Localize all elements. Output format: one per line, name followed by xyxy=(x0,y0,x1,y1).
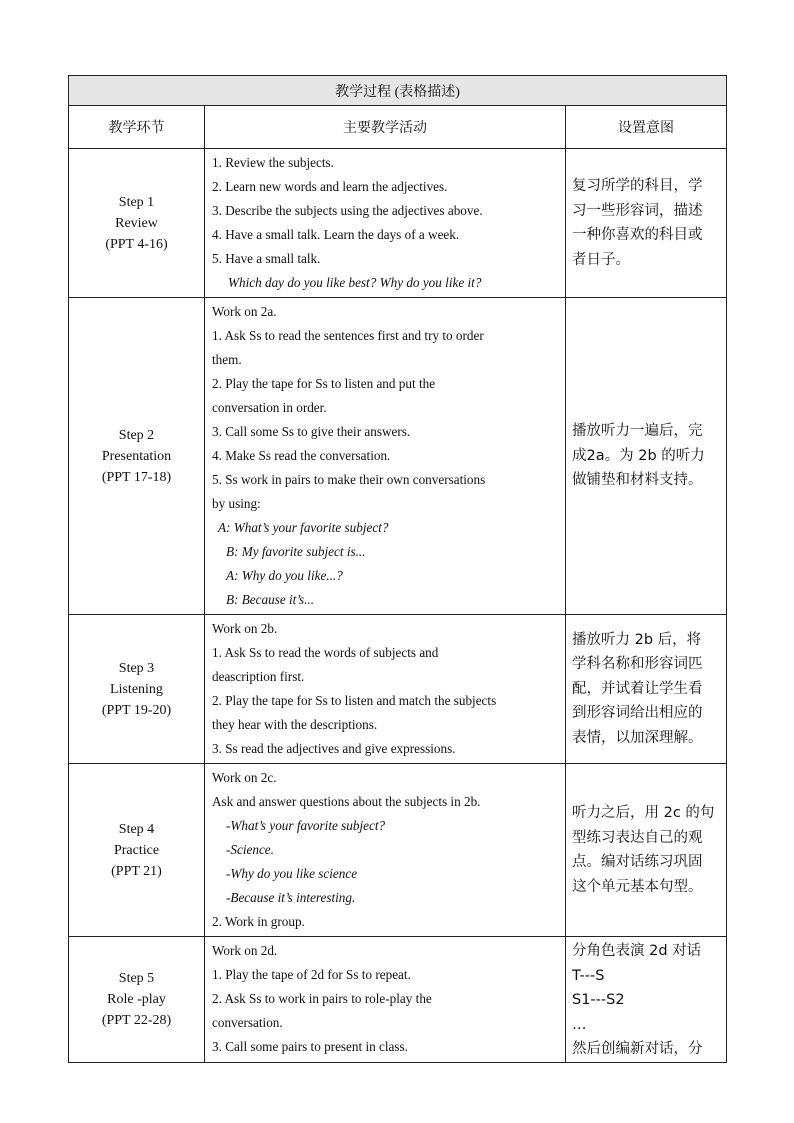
purpose-cell xyxy=(566,615,727,764)
purpose-line: 到形容词给出相应的 xyxy=(572,705,703,722)
activity-line: deascription first. xyxy=(212,669,305,684)
activity-line: 2. Ask Ss to work in pairs to role-play the xyxy=(212,991,432,1006)
activity-line: B: My favorite subject is... xyxy=(226,544,366,559)
activity-line: 2. Learn new words and learn the adjectives. xyxy=(212,179,448,194)
table-row xyxy=(69,149,727,298)
activity-line: -Science. xyxy=(226,842,274,857)
activity-line: 3. Describe the subjects using the adjectives above. xyxy=(212,203,483,218)
activity-line: them. xyxy=(212,352,242,367)
step-line: Listening xyxy=(110,681,163,697)
activity-line: Ask and answer questions about the subjects in 2b. xyxy=(212,794,481,809)
table-header-row xyxy=(69,106,727,149)
activity-line: -Because it’s interesting. xyxy=(226,890,356,905)
activity-line: B: Because it’s... xyxy=(226,592,315,607)
purpose-line: 成2a。为 2b 的听力 xyxy=(572,447,705,464)
activity-line: conversation in order. xyxy=(212,400,327,415)
step-line: (PPT 22-28) xyxy=(101,1012,172,1028)
step-cell xyxy=(69,937,205,1063)
activity-line: 5. Have a small talk. xyxy=(212,251,321,266)
step-cell xyxy=(69,149,205,298)
activity-line: Which day do you like best? Why do you like it? xyxy=(228,275,482,290)
teaching-process-table xyxy=(68,75,727,1063)
step-line: Practice xyxy=(113,842,160,858)
table-row xyxy=(69,937,727,1063)
step-line: Presentation xyxy=(101,448,172,464)
activity-cell xyxy=(205,615,566,764)
purpose-cell xyxy=(566,149,727,298)
activity-line: 1. Play the tape of 2d for Ss to repeat. xyxy=(212,967,411,982)
activity-line: 2. Play the tape for Ss to listen and match the subjects xyxy=(212,693,497,708)
purpose-cell xyxy=(566,764,727,937)
activity-line: 4. Make Ss read the conversation. xyxy=(212,448,391,463)
purpose-line: … xyxy=(572,1016,587,1033)
activity-line: A: Why do you like...? xyxy=(226,568,343,583)
activity-line: 3. Ss read the adjectives and give expressions. xyxy=(212,741,456,756)
step-line: Step 1 xyxy=(118,194,155,210)
purpose-line: 表情，以加深理解。 xyxy=(572,729,703,746)
purpose-line: 听力之后，用 2c 的句 xyxy=(572,805,715,821)
step-cell xyxy=(69,764,205,937)
activity-line: 1. Ask Ss to read the sentences first and try to order xyxy=(212,328,484,343)
purpose-line: 配，并试着让学生看 xyxy=(572,680,703,697)
activity-cell xyxy=(205,149,566,298)
purpose-line: 学科名称和形容词匹 xyxy=(572,656,703,673)
purpose-line: T---S xyxy=(572,967,605,984)
activity-line: they hear with the descriptions. xyxy=(212,717,378,732)
activity-line: -Why do you like science xyxy=(226,866,358,881)
purpose-line: 分角色表演 2d 对话 xyxy=(572,943,702,959)
activity-line: conversation. xyxy=(212,1015,283,1030)
purpose-line: 型练习表达自己的观 xyxy=(572,829,703,846)
table-body xyxy=(69,76,727,1063)
step-line: Step 3 xyxy=(118,660,155,676)
step-cell xyxy=(69,298,205,615)
activity-line: 1. Ask Ss to read the words of subjects and xyxy=(212,645,439,660)
header-activities: 主要教学活动 xyxy=(205,106,566,149)
activity-line: 3. Call some pairs to present in class. xyxy=(212,1039,408,1054)
table-row xyxy=(69,298,727,615)
purpose-line: 播放听力一遍后，完 xyxy=(572,423,703,440)
purpose-line: 复习所学的科目，学 xyxy=(572,178,703,194)
header-step: 教学环节 xyxy=(69,106,205,149)
activity-cell xyxy=(205,937,566,1063)
activity-line: 4. Have a small talk. Learn the days of a week. xyxy=(212,227,460,242)
purpose-line: 点。编对话练习巩固 xyxy=(572,854,703,870)
activity-line: 5. Ss work in pairs to make their own conversations xyxy=(212,472,486,487)
activity-cell xyxy=(205,298,566,615)
purpose-cell xyxy=(566,298,727,615)
activity-line: -What’s your favorite subject? xyxy=(226,818,386,833)
purpose-cell xyxy=(566,937,727,1063)
purpose-line: 这个单元基本句型。 xyxy=(572,878,703,895)
activity-line: 3. Call some Ss to give their answers. xyxy=(212,424,411,439)
header-purpose: 设置意图 xyxy=(566,106,727,149)
step-line: Review xyxy=(115,215,158,231)
purpose-line: 然后创编新对话，分 xyxy=(572,1041,703,1057)
activity-line: Work on 2d. xyxy=(212,943,278,958)
activity-line: 2. Play the tape for Ss to listen and put the xyxy=(212,376,436,391)
step-line: Step 4 xyxy=(118,821,155,837)
step-line: Role -play xyxy=(107,991,166,1007)
activity-line: 2. Work in group. xyxy=(212,914,305,929)
purpose-line: 一种你喜欢的科目或 xyxy=(572,227,703,243)
table-title: 教学过程 (表格描述) xyxy=(69,76,727,106)
step-line: (PPT 17-18) xyxy=(101,469,172,485)
step-line: (PPT 21) xyxy=(111,863,162,879)
step-line: (PPT 4-16) xyxy=(105,236,168,252)
table-title-row xyxy=(69,76,727,106)
activity-line: 1. Review the subjects. xyxy=(212,155,334,170)
purpose-line: 做铺垫和材料支持。 xyxy=(572,472,703,489)
activity-line: Work on 2b. xyxy=(212,621,278,636)
step-cell xyxy=(69,615,205,764)
step-line: Step 2 xyxy=(118,427,155,443)
activity-line: Work on 2a. xyxy=(212,304,277,319)
table-row xyxy=(69,615,727,764)
table-row xyxy=(69,764,727,937)
step-line: (PPT 19-20) xyxy=(101,702,172,718)
activity-line: A: What’s your favorite subject? xyxy=(218,520,389,535)
activity-line: by using: xyxy=(212,496,261,511)
activity-cell xyxy=(205,764,566,937)
purpose-line: S1---S2 xyxy=(572,992,625,1008)
purpose-line: 播放听力 2b 后，将 xyxy=(572,631,702,648)
activity-line: Work on 2c. xyxy=(212,770,277,785)
purpose-line: 习一些形容词，描述 xyxy=(572,202,703,219)
purpose-line: 者日子。 xyxy=(572,251,630,268)
step-line: Step 5 xyxy=(118,970,155,986)
